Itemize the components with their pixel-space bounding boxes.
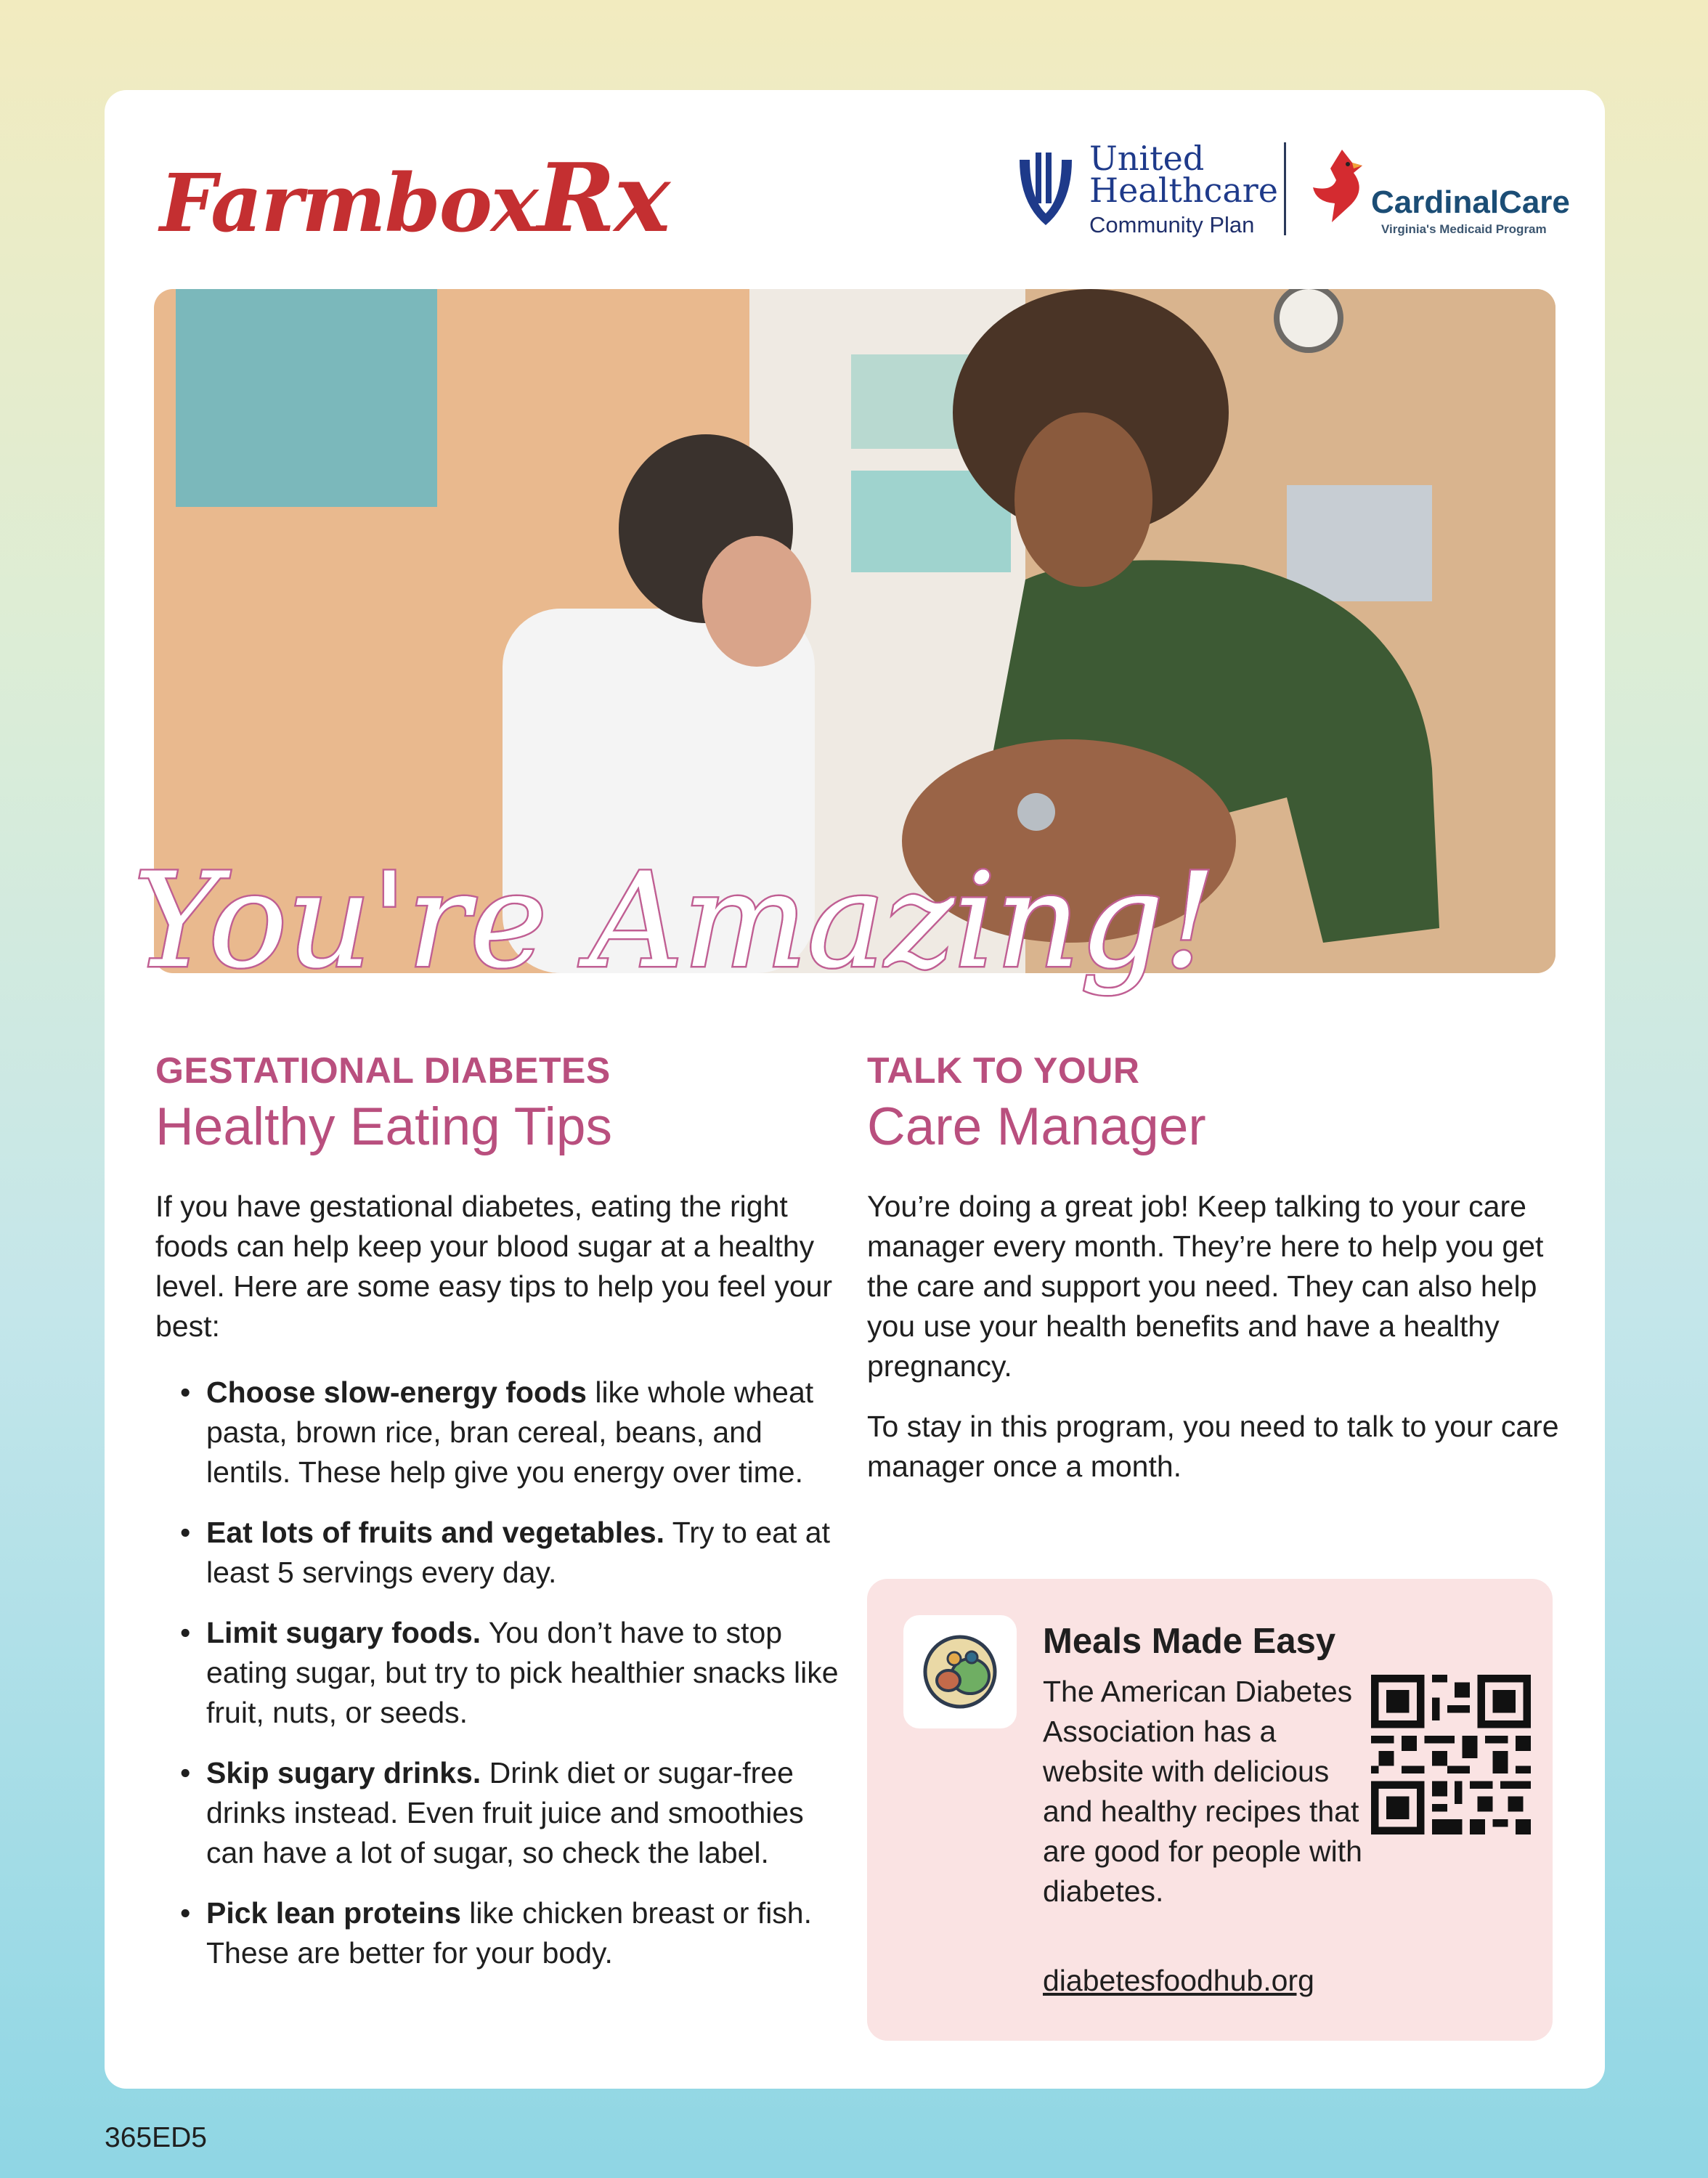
uhc-line-2: Healthcare [1089, 171, 1278, 210]
care-manager-paragraph-2: To stay in this program, you need to talk to your care manager once a month. [867, 1410, 1559, 1483]
meals-icon-tile [903, 1615, 1017, 1728]
list-item: • Eat lots of fruits and vegetables. Try to eat at least 5 servings every day. [206, 1513, 845, 1593]
care-manager-paragraph-1: You’re doing a great job! Keep talking to your care manager every month. They’re here to help you get the care and support you need. They can also help you use your health benefits and have a healthy pregnancy. [867, 1190, 1544, 1383]
meals-made-easy-panel [867, 1579, 1553, 2041]
cardinal-care-subtitle: Virginia's Medicaid Program [1381, 222, 1547, 236]
qr-code-icon[interactable] [1371, 1675, 1531, 1834]
right-eyebrow: TALK TO YOUR [867, 1050, 1140, 1091]
healthy-eating-section [155, 1049, 845, 1994]
left-eyebrow: GESTATIONAL DIABETES [155, 1050, 611, 1091]
list-item: • Choose slow-energy foods like whole wheat pasta, brown rice, bran cereal, beans, and lentils. These help give you energy over time. [206, 1373, 845, 1492]
list-item: • Limit sugary foods. You don’t have to stop eating sugar, but try to pick healthier snacks like fruit, nuts, or seeds. [206, 1613, 845, 1733]
cardinal-care-name: CardinalCare [1371, 184, 1570, 220]
united-healthcare-logo [1017, 139, 1278, 244]
uhc-shield-icon [1017, 153, 1075, 232]
headline: You're Amazing! [134, 845, 1216, 997]
meals-title: Meals Made Easy [1043, 1622, 1336, 1661]
care-manager-section [867, 1049, 1564, 1487]
left-subhead: Healthy Eating Tips [155, 1097, 612, 1156]
diabetes-food-hub-link[interactable]: diabetesfoodhub.org [1043, 1964, 1314, 1997]
uhc-line-3: Community Plan [1089, 212, 1255, 237]
uhc-line-1: United [1089, 139, 1205, 178]
document-code: 365ED5 [105, 2122, 207, 2153]
intro-paragraph: If you have gestational diabetes, eating the right foods can help keep your blood sugar at a healthy level. Here are some easy tips to help you feel your best: [155, 1190, 833, 1343]
healthy-food-icon [903, 1615, 1017, 1728]
logo-divider [1284, 142, 1286, 235]
cardinal-care-logo [1310, 147, 1570, 241]
cardinal-bird-icon [1310, 147, 1375, 227]
list-item: • Pick lean proteins like chicken breast or fish. These are better for your body. [206, 1893, 845, 1973]
farmboxrx-logo: FarmboxRx [160, 142, 670, 253]
tips-list [155, 1373, 845, 1973]
right-subhead: Care Manager [867, 1097, 1206, 1156]
flyer-card [105, 90, 1605, 2089]
meals-body: The American Diabetes Association has a website with delicious and healthy recipes that are good for people with diabetes. [1043, 1675, 1362, 1908]
list-item: • Skip sugary drinks. Drink diet or sugar-free drinks instead. Even fruit juice and smoothies can have a lot of sugar, so check the label. [206, 1753, 845, 1873]
